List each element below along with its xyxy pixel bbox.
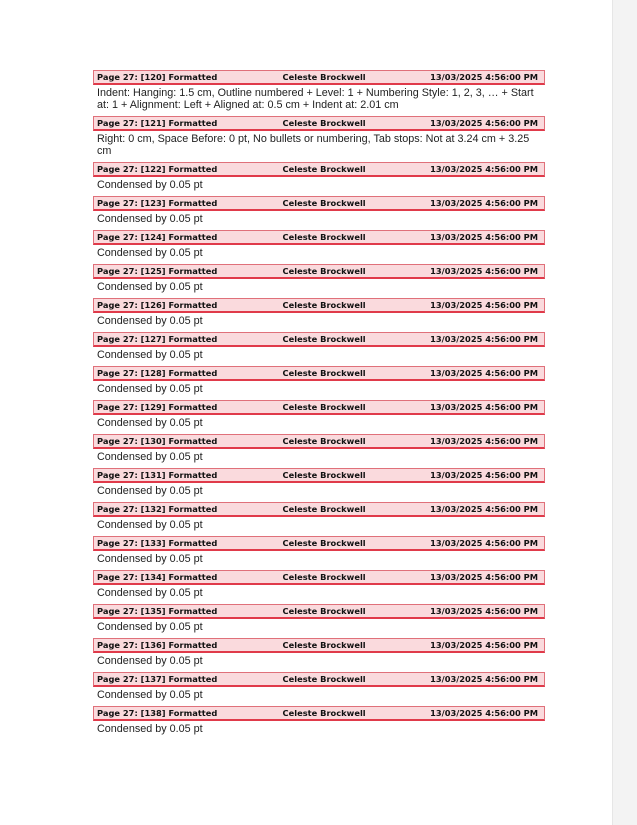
revision-date: 13/03/2025 4:56:00 PM: [430, 265, 538, 276]
revision-entry: [93, 400, 545, 434]
revision-list: [93, 70, 545, 740]
revision-header[interactable]: [93, 502, 545, 517]
revision-entry: [93, 468, 545, 502]
revision-author: Celeste Brockwell: [282, 571, 366, 582]
revision-label: Page 27: [129] Formatted: [97, 401, 218, 412]
revision-text: Condensed by 0.05 pt: [97, 416, 203, 429]
revision-author: Celeste Brockwell: [282, 265, 366, 276]
revision-date: 13/03/2025 4:56:00 PM: [430, 673, 538, 684]
revision-entry: [93, 706, 545, 740]
revision-text: Condensed by 0.05 pt: [97, 382, 203, 395]
revision-text: Condensed by 0.05 pt: [97, 178, 203, 191]
revision-label: Page 27: [132] Formatted: [97, 503, 218, 514]
revision-date: 13/03/2025 4:56:00 PM: [430, 537, 538, 548]
revision-header[interactable]: [93, 264, 545, 279]
revision-author: Celeste Brockwell: [282, 163, 366, 174]
revision-entry: [93, 264, 545, 298]
revision-text: Condensed by 0.05 pt: [97, 212, 203, 225]
revision-label: Page 27: [134] Formatted: [97, 571, 218, 582]
revision-label: Page 27: [133] Formatted: [97, 537, 218, 548]
revision-author: Celeste Brockwell: [282, 117, 366, 128]
revision-text: Condensed by 0.05 pt: [97, 450, 203, 463]
revision-date: 13/03/2025 4:56:00 PM: [430, 333, 538, 344]
revision-author: Celeste Brockwell: [282, 503, 366, 514]
revision-date: 13/03/2025 4:56:00 PM: [430, 367, 538, 378]
revision-label: Page 27: [120] Formatted: [97, 72, 218, 82]
revision-author: Celeste Brockwell: [282, 72, 366, 82]
revision-header[interactable]: [93, 230, 545, 245]
revision-label: Page 27: [126] Formatted: [97, 299, 218, 310]
revision-label: Page 27: [124] Formatted: [97, 231, 218, 242]
revision-entry: [93, 162, 545, 196]
revision-label: Page 27: [128] Formatted: [97, 367, 218, 378]
revision-entry: [93, 536, 545, 570]
revision-entry: [93, 230, 545, 264]
revision-text: Condensed by 0.05 pt: [97, 620, 203, 633]
revision-author: Celeste Brockwell: [282, 469, 366, 480]
revision-text: Right: 0 cm, Space Before: 0 pt, No bullets or numbering, Tab stops: Not at 3.24 cm + 3.25 cm: [97, 132, 530, 158]
revision-header[interactable]: [93, 196, 545, 211]
revision-entry: [93, 434, 545, 468]
revision-header[interactable]: [93, 298, 545, 313]
revision-label: Page 27: [138] Formatted: [97, 707, 218, 718]
revision-header[interactable]: [93, 706, 545, 721]
revision-header[interactable]: [93, 468, 545, 483]
revision-label: Page 27: [121] Formatted: [97, 117, 218, 128]
revision-label: Page 27: [135] Formatted: [97, 605, 218, 616]
revision-date: 13/03/2025 4:56:00 PM: [430, 571, 538, 582]
revision-author: Celeste Brockwell: [282, 673, 366, 684]
revision-date: 13/03/2025 4:56:00 PM: [430, 163, 538, 174]
revision-text: Condensed by 0.05 pt: [97, 518, 203, 531]
revision-text: Condensed by 0.05 pt: [97, 586, 203, 599]
revision-author: Celeste Brockwell: [282, 707, 366, 718]
revision-header[interactable]: [93, 366, 545, 381]
revision-author: Celeste Brockwell: [282, 537, 366, 548]
revision-text: Condensed by 0.05 pt: [97, 552, 203, 565]
revision-header[interactable]: [93, 162, 545, 177]
revision-header[interactable]: [93, 332, 545, 347]
revision-header[interactable]: [93, 672, 545, 687]
revision-date: 13/03/2025 4:56:00 PM: [430, 639, 538, 650]
revision-entry: [93, 672, 545, 706]
revision-text: Indent: Hanging: 1.5 cm, Outline numbered + Level: 1 + Numbering Style: 1, 2, 3, … + Start at: 1 + Alignment: Left + Aligned at: 0.5 cm + Indent at: 2.01 cm: [97, 87, 534, 112]
viewer-gutter: [612, 0, 637, 825]
revision-text: Condensed by 0.05 pt: [97, 722, 203, 735]
revision-text: Condensed by 0.05 pt: [97, 348, 203, 361]
revision-header[interactable]: [93, 116, 545, 131]
revision-entry: [93, 332, 545, 366]
revision-label: Page 27: [122] Formatted: [97, 163, 218, 174]
revision-date: 13/03/2025 4:56:00 PM: [430, 231, 538, 242]
revision-entry: [93, 196, 545, 230]
revision-header[interactable]: [93, 434, 545, 449]
revision-label: Page 27: [136] Formatted: [97, 639, 218, 650]
revision-label: Page 27: [123] Formatted: [97, 197, 218, 208]
revision-label: Page 27: [130] Formatted: [97, 435, 218, 446]
revision-entry: [93, 116, 545, 162]
revision-date: 13/03/2025 4:56:00 PM: [430, 605, 538, 616]
revision-entry: [93, 70, 545, 116]
revision-author: Celeste Brockwell: [282, 401, 366, 412]
revision-label: Page 27: [137] Formatted: [97, 673, 218, 684]
revision-date: 13/03/2025 4:56:00 PM: [430, 299, 538, 310]
revision-entry: [93, 638, 545, 672]
revision-header[interactable]: [93, 400, 545, 415]
revision-entry: [93, 366, 545, 400]
revision-date: 13/03/2025 4:56:00 PM: [430, 469, 538, 480]
revision-text: Condensed by 0.05 pt: [97, 484, 203, 497]
revision-date: 13/03/2025 4:56:00 PM: [430, 401, 538, 412]
revision-entry: [93, 604, 545, 638]
revision-text: Condensed by 0.05 pt: [97, 314, 203, 327]
revision-header[interactable]: [93, 536, 545, 551]
revision-header[interactable]: [93, 604, 545, 619]
revision-author: Celeste Brockwell: [282, 605, 366, 616]
revision-label: Page 27: [125] Formatted: [97, 265, 218, 276]
revision-date: 13/03/2025 4:56:00 PM: [430, 117, 538, 128]
revision-author: Celeste Brockwell: [282, 231, 366, 242]
revision-date: 13/03/2025 4:56:00 PM: [430, 435, 538, 446]
revision-header[interactable]: [93, 638, 545, 653]
revision-label: Page 27: [127] Formatted: [97, 333, 218, 344]
revision-text: Condensed by 0.05 pt: [97, 654, 203, 667]
revision-date: 13/03/2025 4:56:00 PM: [430, 503, 538, 514]
revision-header[interactable]: [93, 70, 545, 85]
revision-entry: [93, 502, 545, 536]
revision-text: Condensed by 0.05 pt: [97, 280, 203, 293]
revision-entry: [93, 570, 545, 604]
revision-author: Celeste Brockwell: [282, 299, 366, 310]
revision-entry: [93, 298, 545, 332]
revision-author: Celeste Brockwell: [282, 197, 366, 208]
revision-date: 13/03/2025 4:56:00 PM: [430, 72, 538, 82]
revision-date: 13/03/2025 4:56:00 PM: [430, 197, 538, 208]
revision-author: Celeste Brockwell: [282, 435, 366, 446]
revision-author: Celeste Brockwell: [282, 333, 366, 344]
revision-author: Celeste Brockwell: [282, 639, 366, 650]
revision-label: Page 27: [131] Formatted: [97, 469, 218, 480]
revision-header[interactable]: [93, 570, 545, 585]
revision-date: 13/03/2025 4:56:00 PM: [430, 707, 538, 718]
revision-author: Celeste Brockwell: [282, 367, 366, 378]
revision-text: Condensed by 0.05 pt: [97, 688, 203, 701]
revision-text: Condensed by 0.05 pt: [97, 246, 203, 259]
